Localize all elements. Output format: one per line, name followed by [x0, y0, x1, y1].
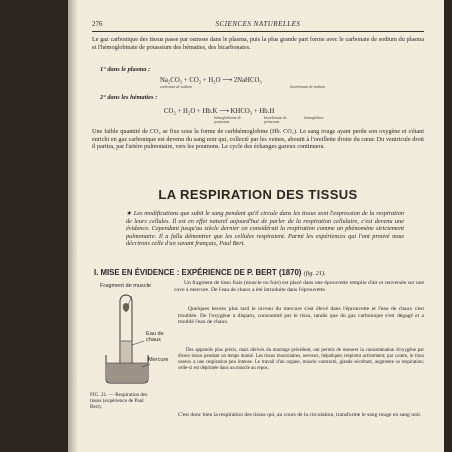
hematies-under-right: hémoglobine [304, 116, 324, 120]
figure-21 [92, 283, 174, 391]
chapter-title: LA RESPIRATION DES TISSUS [158, 187, 358, 202]
hematies-equation: CO₂ + H₂O + Hb.K ⟶ KHCO₃ + Hb.H [164, 108, 275, 115]
paragraph-conclusion: C'est donc bien la respiration des tissus qui, au cours de la circulation, transforme le sang rouge en sang noir. [178, 412, 422, 418]
section-heading [94, 268, 326, 277]
page-number: 276 [92, 20, 103, 28]
label-fragment-muscle: Fragment de muscle [100, 283, 151, 289]
figure-reference: (fig. 21). [303, 270, 326, 277]
section-heading-text: I. MISE EN ÉVIDENCE : EXPÉRIENCE DE P. BERT (1870) [94, 268, 302, 277]
paragraph-sang-noir: Une faible quantité de CO₂ se fixe sous la forme de carbhémoglobine (Hb. CO₂). Le sang rouge ayant perdu son oxygène et s'étant enrichi en gaz carbonique est devenu du sang noir qui, collecté par les veines, aboutit à l'oreillette droite du cœur. Du ventricule droit il partira, par l'artère pulmonaire, vers les poumons. Le cycle des échanges gazeux continuera. [92, 128, 424, 150]
running-title: SCIENCES NATURELLES [215, 20, 301, 28]
hematies-under-left: hémoglobinate de potassium [214, 116, 242, 124]
label-mercure: Mercure [148, 357, 169, 363]
header-rule [92, 31, 424, 32]
paragraph-measures: Des appareils plus précis, mais dérivés du montage précédent, ont permis de mesurer la consommation d'oxygène par divers tissus pendant un temps donné. Les tissus musculaires, nerveux, hépatiques respirent activement; par contre, le tissu osseux a une respiration peu intense. Le travail d'un organe, muscle contracté, glande sécrétant, augmente sa respiration; celle-ci est déprimée dans un muscle au repos. [178, 348, 424, 371]
label-eau-de-chaux: Eau de chaux [146, 331, 164, 344]
paragraph-results: Quelques heures plus tard le niveau du mercure s'est élevé dans l'éprouvette et l'eau de chaux s'est troublée. De l'oxygène a disparu, consommé par le tissu, tandis que du gaz carbonique s'est dégagé et a troublé l'eau de chaux. [178, 306, 424, 326]
plasma-under-left: carbonate de sodium [160, 85, 192, 89]
plasma-equation: Na₂CO₃ + CO₂ + H₂O ⟶ 2NaHCO₃ [160, 77, 262, 84]
figure-caption: FIG. 21. — Respiration des tissus (expérience de Paul Bert). [90, 392, 148, 411]
paragraph-experience-text: Un fragment de tissu frais (muscle ou foie) est placé dans une éprouvette remplie d'air et renversée sur une cuve à mercure. De l'eau de chaux a été introduite dans l'éprouvette. [174, 280, 424, 293]
book-page [68, 0, 444, 452]
paragraph-bicarbonates: Le gaz carbonique des tissus passe par osmose dans le plasma, puis la plus grande part forme avec le carbonate de sodium du plasma et l'hémoglobinate de potassium des hématies, des bicarbonates. [92, 36, 424, 51]
intro-paragraph: ★ Les modifications que subit le sang pendant qu'il circule dans les tissus sont l'expression de la respiration de leurs cellules. Il est en effet naturel aujourd'hui de parler de la respiration cellulaire, c'est devenu une évidence. Cependant jusqu'au siècle dernier on considérait la respiration comme un phénomène strictement pulmonaire. Il a fallu démontrer que les cellules respiraient. Parmi les expériences qui l'ont prouvé nous décrirons celle d'un savant français, Paul Bert. [126, 210, 404, 248]
plasma-label: 1° dans le plasma : [100, 66, 151, 73]
plasma-under-right: bicarbonate de sodium [290, 85, 325, 89]
hematies-under-mid: bicarbonate de potassium [264, 116, 287, 124]
hematies-label: 2° dans les hématies : [100, 94, 158, 101]
